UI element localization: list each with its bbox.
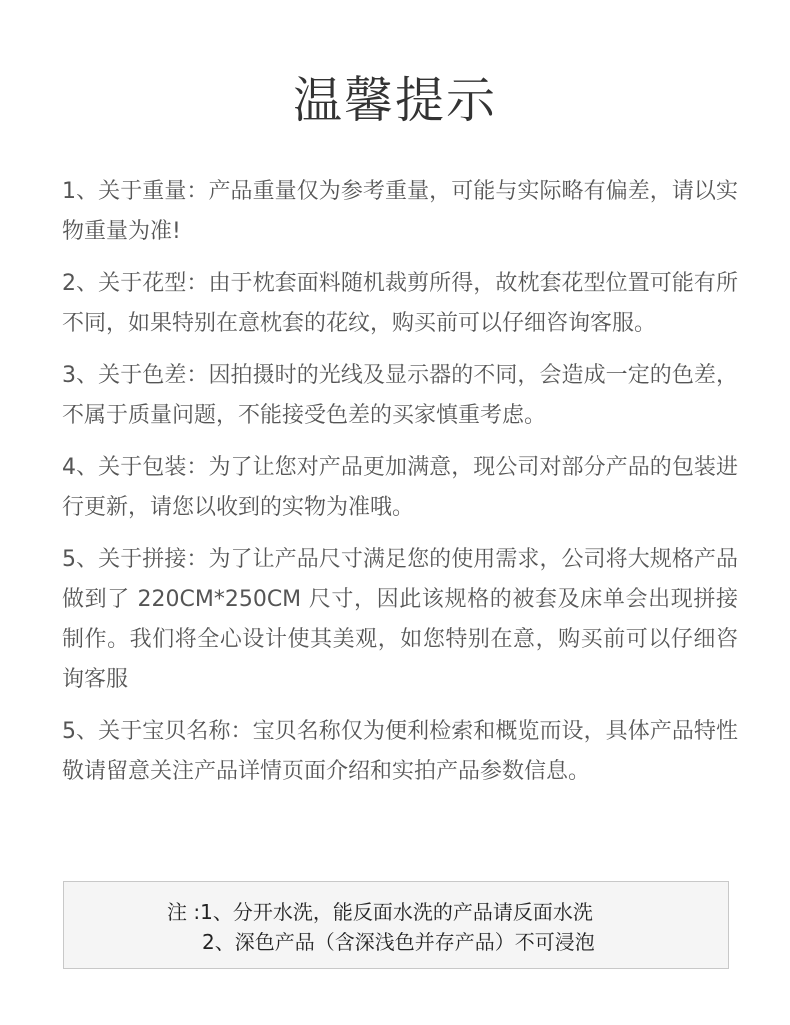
- note-packaging: 4、关于包装：为了让您对产品更加满意，现公司对部分产品的包装进行更新，请您以收到的实物为准哦。: [62, 455, 738, 520]
- wash-notice-box: [63, 881, 729, 969]
- note-splicing: 5、关于拼接：为了让产品尺寸满足您的使用需求，公司将大规格产品做到了 220CM*250CM 尺寸，因此该规格的被套及床单会出现拼接制作。我们将全心设计使其美观，如您特别在意，购买前可以仔细咨询客服: [62, 547, 738, 692]
- note-pattern: 2、关于花型：由于枕套面料随机裁剪所得，故枕套花型位置可能有所不同，如果特别在意枕套的花纹，购买前可以仔细咨询客服。: [62, 271, 738, 336]
- note-color-difference: 3、关于色差：因拍摄时的光线及显示器的不同，会造成一定的色差，不属于质量问题，不能接受色差的买家慎重考虑。: [62, 363, 738, 428]
- note-product-name: 5、关于宝贝名称：宝贝名称仅为便利检索和概览而设，具体产品特性敬请留意关注产品详情页面介绍和实拍产品参数信息。: [62, 719, 738, 784]
- wash-notice-line-2: 2、深色产品（含深浅色并存产品）不可浸泡: [202, 930, 595, 954]
- wash-notice-line-1: 注 :1、分开水洗，能反面水洗的产品请反面水洗: [167, 900, 593, 924]
- note-weight: 1、关于重量：产品重量仅为参考重量，可能与实际略有偏差，请以实物重量为准!: [62, 179, 738, 244]
- page-title: 温馨提示: [292, 72, 497, 129]
- notes-list: [62, 172, 738, 804]
